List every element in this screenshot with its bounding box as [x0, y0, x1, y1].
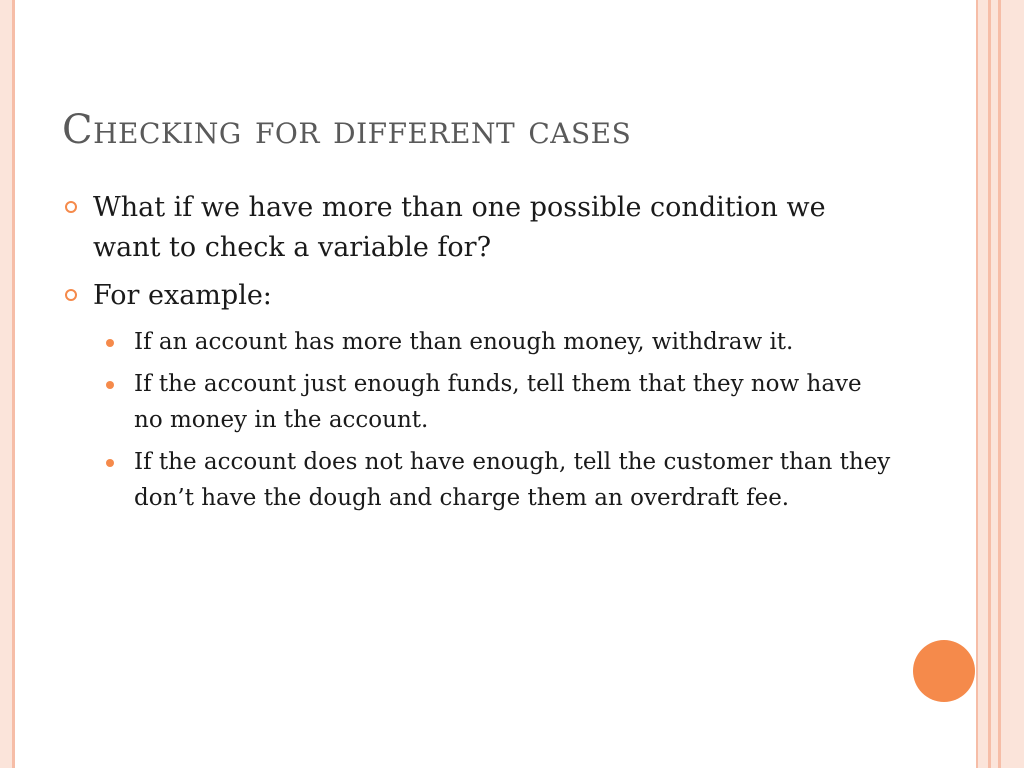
sub-bullet-list: [62, 324, 892, 516]
slide-frame-right: [976, 0, 1024, 768]
decorative-circle-icon: [913, 640, 975, 702]
filled-circle-bullet-icon: [106, 459, 114, 467]
bullet-item: [62, 188, 892, 268]
hollow-circle-bullet-icon: [65, 289, 77, 301]
hollow-circle-bullet-icon: [65, 201, 77, 213]
sub-bullet-text: If the account does not have enough, tell the customer than they don’t have the dough and charge them an overdraft fee.: [134, 449, 891, 511]
sub-bullet-item: [102, 324, 894, 360]
slide-frame-left-line: [12, 0, 15, 768]
sub-bullet-text: If the account just enough funds, tell them that they now have no money in the account.: [134, 371, 862, 433]
sub-bullet-item: [102, 444, 894, 516]
sub-bullet-text: If an account has more than enough money, withdraw it.: [134, 329, 794, 355]
bullet-text: What if we have more than one possible condition we want to check a variable for?: [93, 192, 826, 263]
filled-circle-bullet-icon: [106, 339, 114, 347]
sub-bullet-item: [102, 366, 894, 438]
filled-circle-bullet-icon: [106, 381, 114, 389]
slide-title: Checking for different cases: [62, 107, 632, 153]
bullet-item: [62, 276, 892, 316]
bullet-text: For example:: [93, 280, 272, 311]
slide-body: [62, 188, 892, 522]
slide-frame-left: [0, 0, 12, 768]
